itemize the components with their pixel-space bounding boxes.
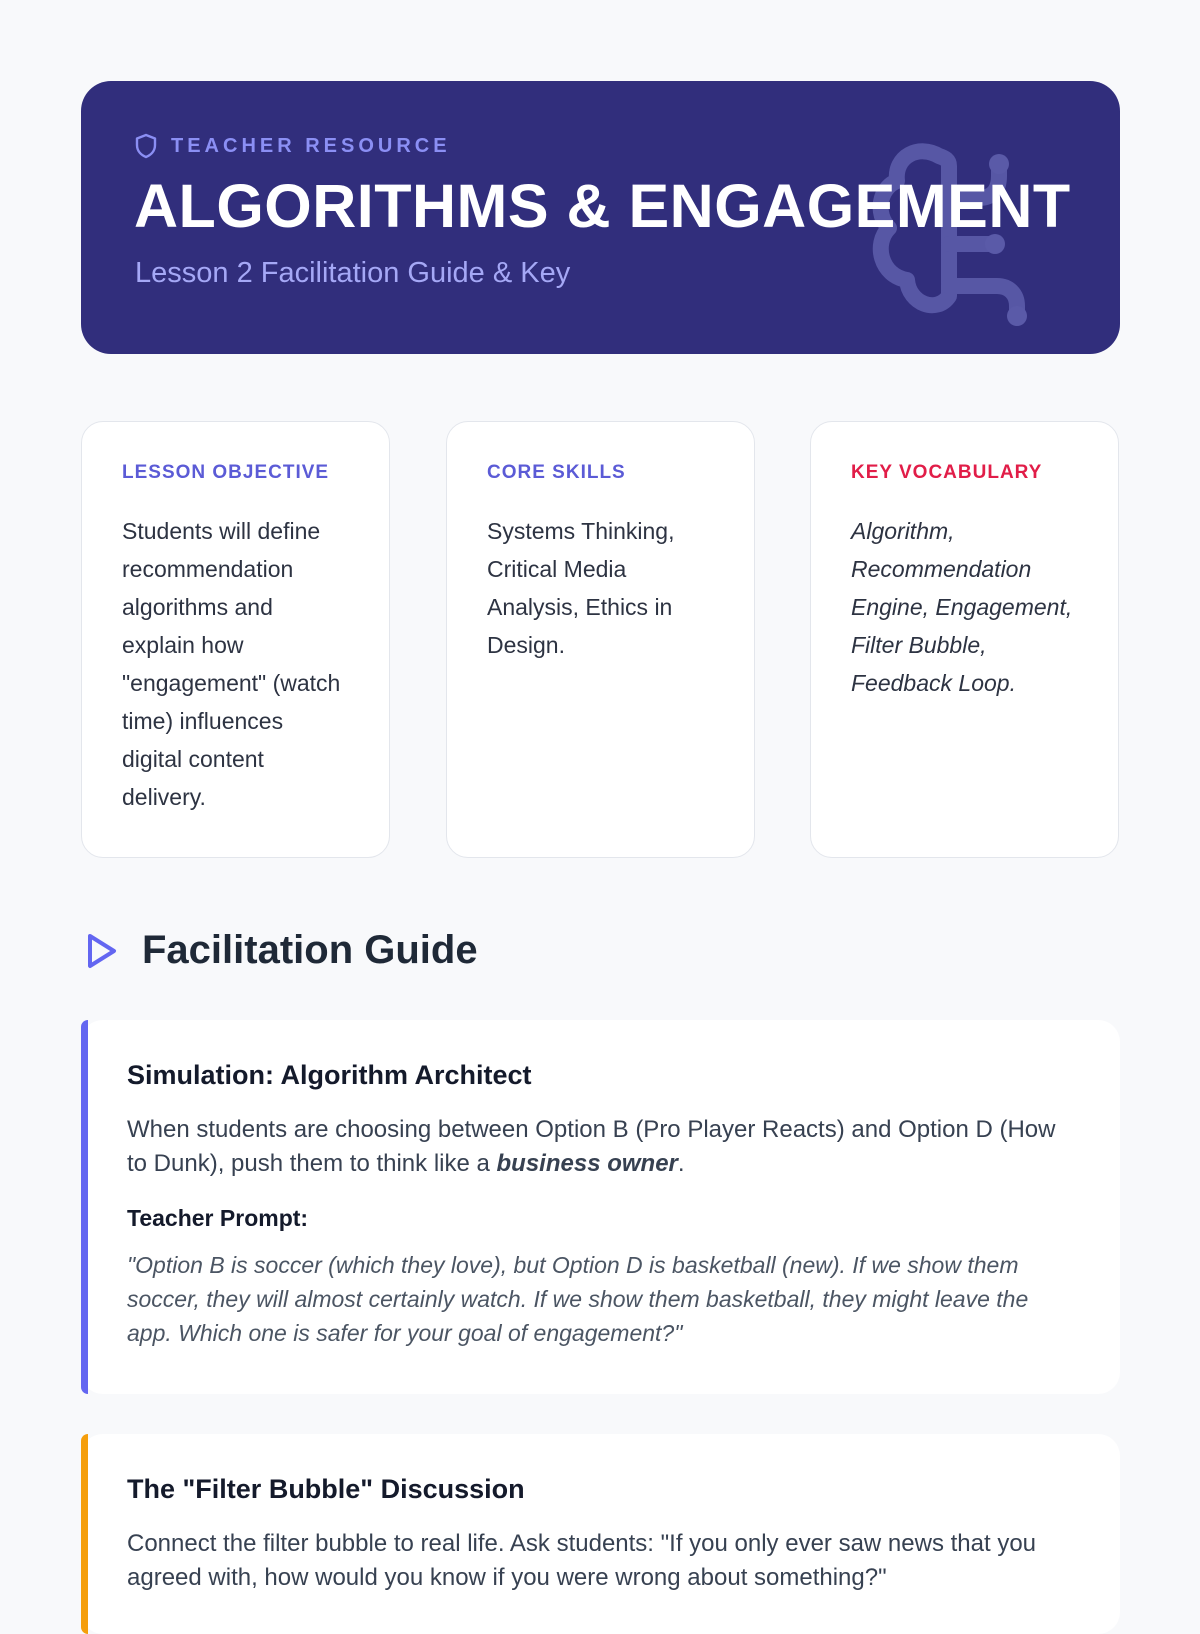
card-lesson-objective (81, 421, 390, 858)
guide-card-body-end: . (677, 1150, 685, 1177)
teacher-prompt-label: Teacher Prompt: (127, 1205, 309, 1231)
card-body: Students will define recommendation algorithms and explain how "engagement" (watch time) influences digital content delivery. (122, 518, 341, 810)
card-body: Systems Thinking, Critical Media Analysis, Ethics in Design. (487, 518, 675, 658)
shield-icon (135, 133, 157, 159)
guide-card-body (127, 1113, 1074, 1181)
page-title: ALGORITHMS & ENGAGEMENT (134, 172, 1071, 240)
hero-banner (81, 81, 1120, 354)
guide-card-body-text: When students are choosing between Option B (Pro Player Reacts) and Option D (How to Dunk), push them to think like a (127, 1116, 1056, 1177)
teacher-prompt-quote: "Option B is soccer (which they love), but Option D is basketball (new). If we show them soccer, they will almost certainly watch. If we show them basketball, they might leave the app. Which one is safer for your goal of engagement?" (127, 1252, 1029, 1346)
card-label: LESSON OBJECTIVE (122, 462, 330, 483)
section-heading (84, 928, 478, 973)
guide-card-filter-bubble (81, 1434, 1120, 1634)
guide-card-title: The "Filter Bubble" Discussion (127, 1474, 525, 1504)
play-icon (84, 931, 120, 971)
guide-card-title: Simulation: Algorithm Architect (127, 1060, 532, 1090)
card-core-skills (446, 421, 755, 858)
card-label: CORE SKILLS (487, 462, 626, 483)
card-key-vocabulary (810, 421, 1119, 858)
card-body: Algorithm, Recommendation Engine, Engagement, Filter Bubble, Feedback Loop. (851, 518, 1073, 696)
guide-card-body-emphasis: business owner (496, 1150, 678, 1177)
section-title: Facilitation Guide (142, 928, 478, 972)
guide-card-simulation (81, 1020, 1120, 1394)
page-subtitle: Lesson 2 Facilitation Guide & Key (135, 257, 571, 289)
hero-eyebrow (135, 133, 451, 159)
card-label: KEY VOCABULARY (851, 462, 1043, 483)
hero-eyebrow-label: TEACHER RESOURCE (171, 134, 451, 157)
guide-card-body: Connect the filter bubble to real life. Ask students: "If you only ever saw news that you agreed with, how would you know if you were wrong about something?" (127, 1530, 1037, 1591)
